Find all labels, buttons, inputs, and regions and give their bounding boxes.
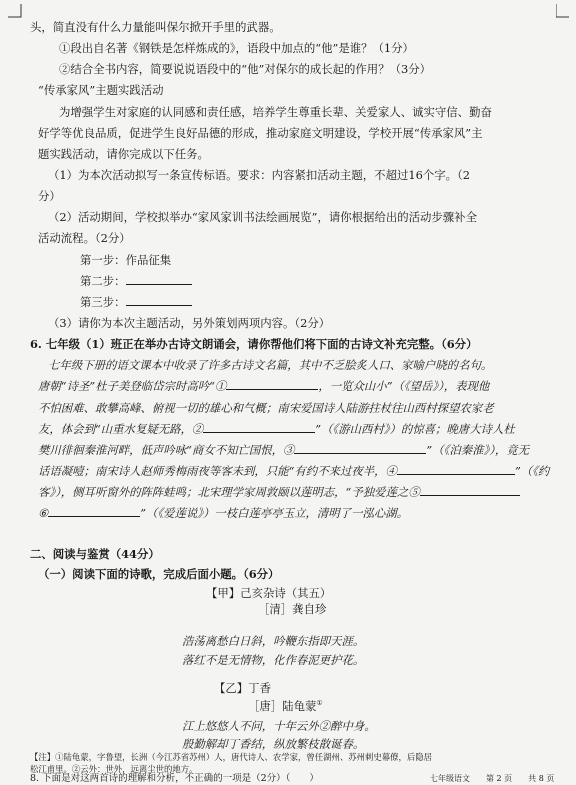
text-line: 樊川徘徊秦淮河畔，低声吟咏“商女不知亡国恨，③ ”（《泊秦淮》），竟无: [38, 443, 530, 457]
question-6: 6. 七年级（1）班正在举办古诗文朗诵会，请你帮他们将下面的古诗文补充完整。（6分）: [30, 337, 478, 351]
text-line: 话语凝噎；南宋诗人赵师秀梅雨夜等客未到，只能“有约不来过夜半，④ ”（《约: [38, 464, 550, 478]
step-3: 第三步：: [80, 294, 192, 310]
answer-blank-2[interactable]: [203, 421, 315, 433]
text-line: 唐朝“诗圣”杜子美登临岱宗时高吟“① ，一览众山小”（《望岳》），表现他: [38, 379, 490, 393]
step-2: 第二步：: [80, 273, 192, 289]
crop-mark-top-left: [8, 4, 22, 18]
text-line: 不怕困难、敢攀高峰、俯视一切的雄心和气概；南宋爱国诗人陆游拄杖往山西村探望农家老: [38, 401, 494, 415]
task-1: （1）为本次活动拟写一条宣传标语。要求：内容紧扣活动主题，不超过16个字。（2: [48, 168, 470, 182]
poem-2-line-1: 江上悠悠人不问，十年云外②醉中身。: [182, 719, 376, 733]
answer-blank[interactable]: [126, 294, 192, 306]
text-line: 活动流程。（2分）: [38, 231, 131, 245]
activity-heading: “传承家风”主题实践活动: [38, 83, 164, 97]
text-line: 题实践活动，请你完成以下任务。: [38, 147, 209, 161]
text-line: 分）: [38, 189, 61, 203]
text-line: 七年级下册的语文课本中收录了许多古诗文名篇，其中不乏脍炙人口、家喻户晓的名句。: [48, 358, 493, 372]
section-2-heading: 二、阅读与鉴赏（44分）: [30, 547, 160, 561]
poem-1-author: ［清］龚自珍: [258, 602, 327, 616]
crop-mark-top-right: [556, 4, 570, 18]
text-line: 友，体会到“山重水复疑无路，② ”（《游山西村》）的惊喜；晚唐大诗人杜: [38, 422, 515, 436]
annotation-note: 【注】①陆龟蒙，字鲁望，长洲（今江苏省苏州）人，唐代诗人、农学家，曾任湖州、苏州刺史幕僚，后隐居: [30, 752, 432, 762]
task-3: （3）请你为本次主题活动，另外策划两项内容。（2分）: [48, 316, 331, 330]
text-line: 为增强学生对家庭的认同感和责任感，培养学生尊重长辈、关爱家人、诚实守信、勤奋: [59, 105, 492, 119]
question-8: 8. 下面是对这两首诗的理解和分析，不正确的一项是（2分）（ ）: [30, 773, 319, 784]
answer-blank-4[interactable]: [397, 463, 515, 475]
question-5-2: ②结合全书内容，简要说说语段中的“他”对保尔的成长起的作用？（3分）: [59, 62, 432, 76]
section-2a-heading: （一）阅读下面的诗歌，完成后面小题。（6分）: [38, 567, 280, 581]
step-1: 第一步：作品征集: [80, 253, 172, 267]
answer-blank-5[interactable]: [420, 484, 520, 496]
answer-blank-1[interactable]: [226, 378, 318, 390]
poem-2-title: 【乙】丁香: [214, 681, 271, 695]
poem-1-line-1: 浩荡离愁白日斜，吟鞭东指即天涯。: [182, 634, 365, 648]
text-line: 好学等优良品质，促进学生良好品德的形成，推动家庭文明建设，学校开展“传承家风”主: [38, 126, 483, 140]
poem-2-author: ［唐］陆龟蒙①: [248, 698, 323, 713]
page-footer: 七年级语文 第 2 页 共 8 页: [430, 774, 555, 783]
text-line: 客》），侧耳听窗外的阵阵蛙鸣；北宋理学家周敦颐以莲明志，“予独爱莲之⑤: [38, 484, 520, 500]
text-line: 头，简直没有什么力量能叫保尔掀开手里的武器。: [30, 20, 281, 34]
question-5-1: ①段出自名著《钢铁是怎样炼成的》，语段中加点的“他”是谁？（1分）: [59, 41, 414, 55]
poem-2-line-2: 殷勤解却丁香结，纵放繁枝散诞春。: [182, 737, 365, 751]
annotation-note: 松江甫里。②云外：世外，远离尘世的地方。: [30, 764, 198, 774]
task-2: （2）活动期间，学校拟举办“家风家训书法绘画展览”，请你根据给出的活动步骤补全: [48, 210, 477, 224]
answer-blank-6[interactable]: [48, 505, 140, 517]
answer-blank[interactable]: [126, 273, 192, 285]
answer-blank-3[interactable]: [294, 442, 426, 454]
text-line: ⑥ ”（《爱莲说》）一枝白莲亭亭玉立，清明了一泓心湖。: [38, 506, 409, 520]
poem-1-line-2: 落红不是无情物，化作春泥更护花。: [182, 653, 365, 667]
poem-1-title: 【甲】己亥杂诗（其五）: [206, 586, 332, 600]
